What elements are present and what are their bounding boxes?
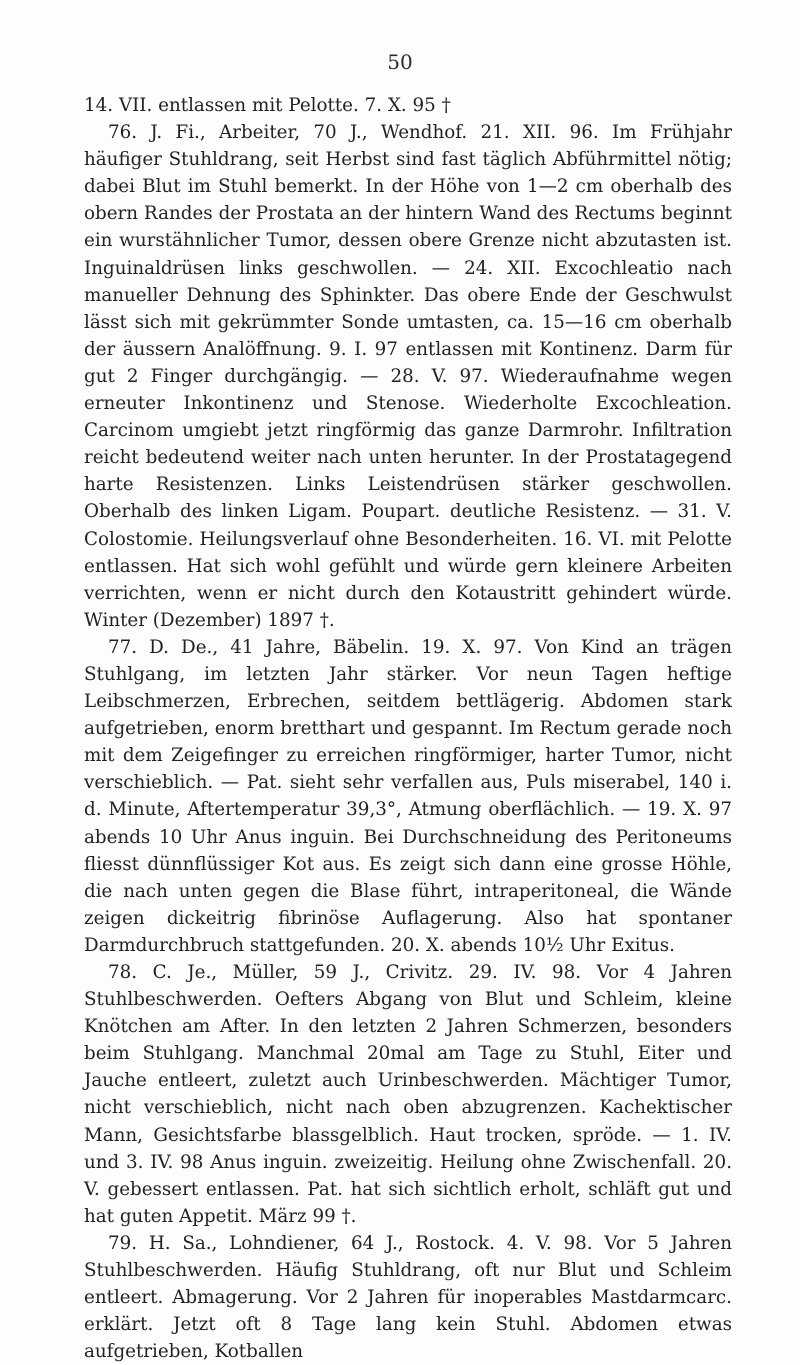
paragraph-case-77: 77. D. De., 41 Jahre, Bäbelin. 19. X. 97. Von Kind an trägen Stuhlgang, im letzten Jahr stärker. Vor neun Tagen heftige Leibschmerzen, Erbrechen, seitdem bettlägerig. Abdomen stark aufgetrieben, enorm bretthart und gespannt. Im Rectum gerade noch mit dem Zeigefinger zu erreichen ringförmiger, harter Tumor, nicht verschieblich. — Pat. sieht sehr verfallen aus, Puls miserabel, 140 i. d. Minute, Aftertemperatur 39,3°, Atmung oberflächlich. — 19. X. 97 abends 10 Uhr Anus inguin. Bei Durchschneidung des Peritoneums fliesst dünnflüssiger Kot aus. Es zeigt sich dann eine grosse Höhle, die nach unten gegen die Blase führt, intraperitoneal, die Wände zeigen dickeitrig fibrinöse Auflagerung. Also hat spontaner Darmdurchbruch stattgefunden. 20. X. abends 10½ Uhr Exitus. (84, 636, 732, 956)
body-text (84, 92, 732, 1365)
paragraph-case-78: 78. C. Je., Müller, 59 J., Crivitz. 29. IV. 98. Vor 4 Jahren Stuhlbeschwerden. Oefters Abgang von Blut und Schleim, kleine Knötchen am After. In den letzten 2 Jahren Schmerzen, besonders beim Stuhlgang. Manchmal 20mal am Tage zu Stuhl, Eiter und Jauche entleert, zuletzt auch Urinbeschwerden. Mächtiger Tumor, nicht verschieblich, nicht nach oben abzugrenzen. Kachektischer Mann, Gesichtsfarbe blassgelblich. Haut trocken, spröde. — 1. IV. und 3. IV. 98 Anus inguin. zweizeitig. Heilung ohne Zwischenfall. 20. V. gebessert entlassen. Pat. hat sich sichtlich erholt, schläft gut und hat guten Appetit. März 99 †. (84, 962, 732, 1227)
paragraph-case-79: 79. H. Sa., Lohndiener, 64 J., Rostock. 4. V. 98. Vor 5 Jahren Stuhlbeschwerden. Häufig Stuhldrang, oft nur Blut und Schleim entleert. Abmagerung. Vor 2 Jahren für inoperables Mastdarmcarc. erklärt. Jetzt oft 8 Tage lang kein Stuhl. Abdomen etwas aufgetrieben, Kotballen (84, 1232, 732, 1363)
paragraph-case-76: 76. J. Fi., Arbeiter, 70 J., Wendhof. 21. XII. 96. Im Frühjahr häufiger Stuhldrang, seit Herbst sind fast täglich Abführmittel nötig; dabei Blut im Stuhl bemerkt. In der Höhe von 1—2 cm oberhalb des obern Randes der Prostata an der hintern Wand des Rectums beginnt ein wurstähnlicher Tumor, dessen obere Grenze nicht abzutasten ist. Inguinaldrüsen links geschwollen. — 24. XII. Excochleatio nach manueller Dehnung des Sphinkter. Das obere Ende der Geschwulst lässt sich mit gekrümmter Sonde umtasten, ca. 15—16 cm oberhalb der äussern Analöffnung. 9. I. 97 entlassen mit Kontinenz. Darm für gut 2 Finger durchgängig. — 28. V. 97. Wiederaufnahme wegen erneuter Inkontinenz und Stenose. Wiederholte Excochleation. Carcinom umgiebt jetzt ringförmig das ganze Darmrohr. Infiltration reicht bedeutend weiter nach unten herunter. In der Prostatagegend harte Resistenzen. Links Leistendrüsen stärker geschwollen. Oberhalb des linken Ligam. Poupart. deutliche Resistenz. — 31. V. Colostomie. Heilungsverlauf ohne Besonderheiten. 16. VI. mit Pelotte entlassen. Hat sich wohl gefühlt und würde gern kleinere Arbeiten verrichten, wenn er nicht durch den Kotaustritt gehindert würde. Winter (Dezember) 1897 †. (84, 122, 732, 631)
paragraph-continuation: 14. VII. entlassen mit Pelotte. 7. X. 95 † (84, 95, 451, 116)
page-number: 50 (387, 50, 413, 74)
